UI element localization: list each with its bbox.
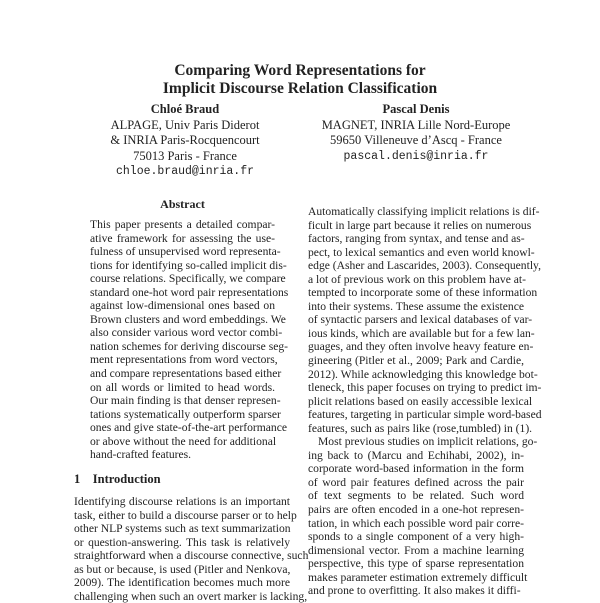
text-line: Identifying discourse relations is an important <box>74 495 290 508</box>
text-line: sponds to a single component of a very high- <box>308 530 524 544</box>
text-line: dimensional vector. From a machine learning <box>308 543 524 557</box>
text-line: Brown clusters and word embeddings. We <box>90 312 286 326</box>
section-number: 1 <box>74 472 81 486</box>
text-line: hand-crafted features. <box>90 448 192 462</box>
text-line: against low-dimensional ones based on <box>90 299 275 313</box>
text-line: into their systems. These assume the existence <box>308 299 524 313</box>
text-line: of text segments to be related. Such word <box>308 489 524 503</box>
text-line: other NLP systems such as text summarization <box>74 522 291 536</box>
title-line: Implicit Discourse Relation Classification <box>162 80 438 97</box>
text-line: tempted to incorporate some of these information <box>308 286 538 300</box>
author-affiliation: ALPAGE, Univ Paris Diderot <box>110 117 260 132</box>
text-line: gineering (Pitler et al., 2009; Park and Cardie, <box>308 354 524 368</box>
text-line: pect, to lexical semantics and even world knowl- <box>308 245 535 259</box>
text-line: makes parameter estimation extremely difficult <box>308 570 528 584</box>
text-line: straightforward when a discourse connective, such <box>74 549 309 563</box>
text-line: challenging when such an overt marker is lacking, <box>74 589 308 603</box>
text-line: of syntactic parsers and lexical databases of var- <box>308 313 533 327</box>
text-line: of word pair features defined across the pair <box>308 475 524 489</box>
text-line: tation, in which each possible word pair corre- <box>308 516 524 530</box>
author-block-2 <box>296 102 536 164</box>
author-name: Chloé Braud <box>150 102 220 116</box>
text-line: as but or because, is used (Pitler and Nenkova, <box>74 562 291 576</box>
text-line: on all words or limited to head words. <box>90 380 275 394</box>
text-line: perspective, this type of sparse representation <box>308 557 524 571</box>
text-line: or question-answering. This task is relatively <box>74 535 290 549</box>
text-line: corporate word-based information in the form <box>308 462 524 476</box>
text-line: Our main finding is that denser represen- <box>90 394 281 408</box>
author-block-1 <box>85 102 285 180</box>
text-line: edge (Asher and Lascarides, 2003). Consequently, <box>308 259 541 273</box>
text-line: factors, ranging from syntax, and tense and as- <box>308 232 525 246</box>
text-line: 2012). While acknowledging this knowledge bot- <box>308 367 538 381</box>
text-line: 2009). The identification becomes much more <box>74 576 290 590</box>
author-name: Pascal Denis <box>382 102 450 116</box>
text-line: nation schemes for deriving discourse seg- <box>90 339 289 353</box>
intro-right-column <box>308 205 542 598</box>
section-title: Introduction <box>92 472 161 486</box>
text-line: a lot of previous work on this problem have at- <box>308 272 526 286</box>
author-email: chloe.braud@inria.fr <box>115 165 255 178</box>
text-line: and compare representations based either <box>90 367 282 381</box>
text-line: or above without the need for additional <box>90 434 277 448</box>
text-line: ment representations from word vectors, <box>90 353 278 367</box>
text-line: tations systematically outperform sparser <box>90 407 281 421</box>
text-line: ing back to (Marcu and Echihabi, 2002), in- <box>308 448 524 462</box>
author-address: 59650 Villeneuve d’Ascq - France <box>330 133 502 147</box>
text-line: features, targeting in particular simple word-based <box>308 408 542 422</box>
section-heading <box>74 472 161 487</box>
text-line: plicit relations based on easily accessible lexical <box>308 394 533 408</box>
abstract-body <box>90 218 289 462</box>
text-line: tleneck, this paper focuses on trying to predict im- <box>308 381 542 395</box>
text-line: guages, and they often involve heavy feature en- <box>308 340 534 354</box>
text-line: ficult in large part because it relies on numerous <box>308 218 532 232</box>
text-line: also consider various word vector combi- <box>90 326 283 340</box>
abstract-heading: Abstract <box>160 197 205 211</box>
text-line: pairs are often encoded in a one-hot represen- <box>308 503 524 517</box>
title-line: Comparing Word Representations for <box>174 62 426 79</box>
text-line: ious kinds, which are available but for a few lan- <box>308 326 535 340</box>
text-line: Automatically classifying implicit relations is dif- <box>308 205 540 218</box>
intro-left-column <box>74 495 309 603</box>
text-line: ones and give state-of-the-art performance <box>90 421 287 435</box>
text-line: standard one-hot word pair representations <box>90 285 289 299</box>
author-address: 75013 Paris - France <box>133 148 237 163</box>
text-line: course relations. Specifically, we compare <box>90 272 286 286</box>
text-line: features, such as pairs like (rose,tumbled) in (1). <box>308 421 533 435</box>
paper-title <box>0 62 600 98</box>
text-line: fulness of unsupervised word representa- <box>90 245 281 259</box>
text-line: Most previous studies on implicit relations, go- <box>318 435 538 449</box>
author-email: pascal.denis@inria.fr <box>343 149 489 163</box>
text-line: task, either to build a discourse parser or to help <box>74 508 297 522</box>
author-affiliation: MAGNET, INRIA Lille Nord-Europe <box>321 117 511 132</box>
text-line: ative framework for assessing the use- <box>90 231 275 245</box>
text-line: This paper presents a detailed compar- <box>90 218 275 231</box>
text-line: and prone to overfitting. It also makes it diffi- <box>308 584 521 598</box>
text-line: tions for identifying so-called implicit dis- <box>90 258 287 272</box>
author-affiliation: & INRIA Paris-Rocquencourt <box>110 133 260 147</box>
